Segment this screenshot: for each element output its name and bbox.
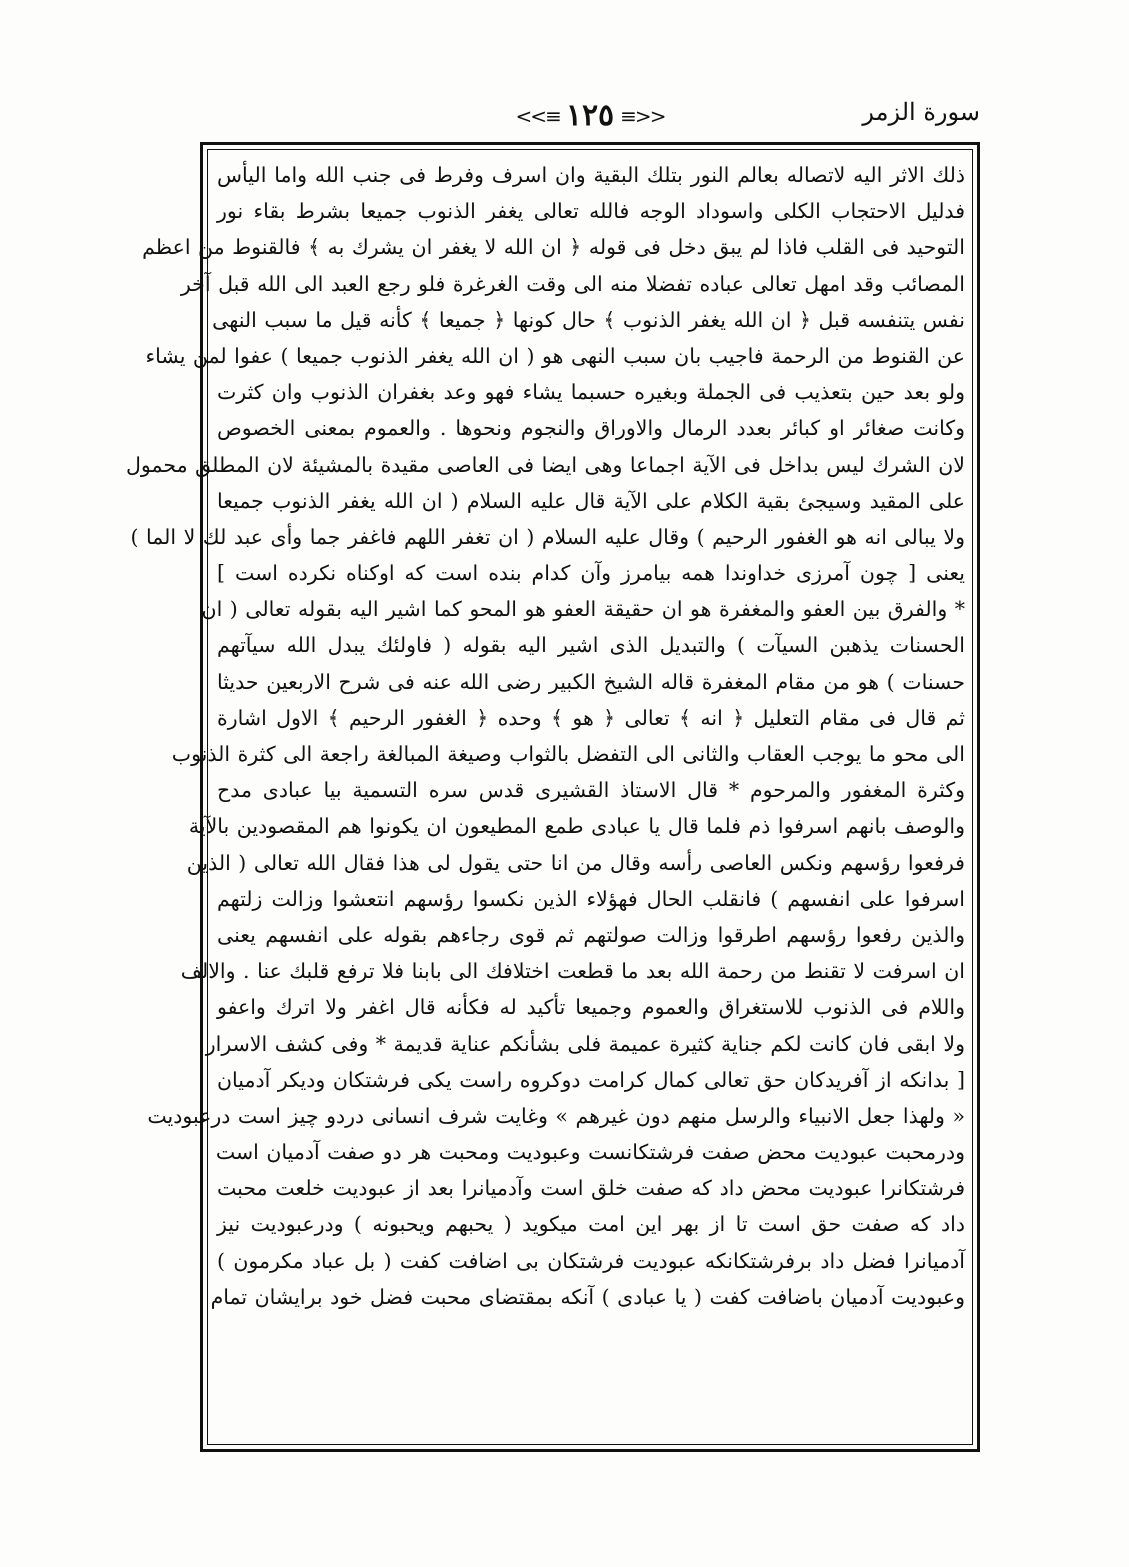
- text-line: عن القنوط من الرحمة فاجيب بان سبب النهى هو ( ان الله يغفر الذنوب جميعا ) عفوا لمن يشاء: [145, 343, 965, 368]
- text-line: وكثرة المغفور والمرحوم * قال الاستاذ القشيرى قدس سره التسمية بيا عبادى مدح: [217, 778, 965, 803]
- text-line: وكانت صغائر او كبائر بعدد الرمال والاوراق والنجوم ونحوها . والعموم بمعنى الخصوص: [217, 416, 965, 441]
- text-line: ذلك الاثر اليه لاتصاله بعالم النور بتلك البقية وان اسرف وفرط فى جنب الله واما اليأس: [217, 163, 965, 187]
- page-number-block: [516, 98, 665, 133]
- text-line: المصائب وقد امهل تعالى عباده تفضلا منه الى وقت الغرغرة فلو رجع العبد الى الله قبل آخر: [180, 271, 965, 296]
- text-line: حسنات ) هو من مقام المغفرة قاله الشيخ الكبير رضى الله عنه فى شرح الاربعين حديثا: [217, 669, 965, 694]
- text-line: الحسنات يذهبن السيآت ) والتبديل الذى اشير اليه بقوله ( فاولئك يبدل الله سيآتهم: [217, 633, 965, 658]
- text-line: يعنى [ چون آمرزى خداوندا همه بيامرز وآن كدام بنده است كه اوكناه نكرده است ]: [217, 561, 965, 586]
- text-line: التوحيد فى القلب فاذا لم يبق دخل فى قوله ﴿ ان الله لا يغفر ان يشرك به ﴾ فالقنوط من اعظم: [142, 235, 965, 260]
- text-line: ولو بعد حين بتعذيب فى الجملة وبغيره حسبما يشاء فهو وعد بغفران الذنوب وان كثرت: [217, 380, 965, 405]
- text-line: آدميانرا فضل داد برفرشتكانكه عبوديت فرشتكان بى اضافت كفت ( بل عباد مكرمون ): [217, 1248, 965, 1273]
- text-line: [ بدانكه از آفريدكان حق تعالى كمال كرامت دوكروه راست يكى فرشتكان وديكر آدميان: [217, 1067, 965, 1092]
- text-line: لان الشرك ليس بداخل فى الآية اجماعا وهى ايضا فى العاصى مقيدة بالمشيئة لان المطلق محمول: [126, 452, 965, 477]
- ornament-right-icon: ≡>>: [620, 103, 665, 128]
- text-frame: [126, 142, 980, 1452]
- text-line: ولا يبالى انه هو الغفور الرحيم ) وقال عليه السلام ( ان تغفر اللهم فاغفر جما وأى عبد لك لا الما ): [130, 524, 965, 549]
- text-line: على المقيد وسيجئ بقية الكلام على الآية قال عليه السلام ( ان الله يغفر الذنوب جميعا: [217, 488, 965, 513]
- page-number: ١٢٥: [565, 98, 615, 133]
- text-line: ان اسرفت لا تقنط من رحمة الله بعد ما قطعت اختلافك الى بابنا فلا ترفع قلبك عنا . والالف: [180, 959, 965, 984]
- text-line: داد كه صفت حق است تا از بهر اين امت ميكويد ( يحبهم ويحبونه ) ودرعبوديت نيز: [217, 1212, 965, 1237]
- text-line: * والفرق بين العفو والمغفرة هو ان حقيقة العفو هو المحو كما اشير اليه بقوله تعالى ( ان: [201, 597, 965, 622]
- ornament-left-icon: <<≡: [515, 103, 560, 128]
- text-line: ودرمحبت عبوديت محض صفت فرشتكانست وعبوديت ومحبت هر دو صفت آدميان است: [215, 1140, 965, 1165]
- text-line: اسرفوا على انفسهم ) فانقلب الحال فهؤلاء الذين نكسوا رؤسهم انتعشوا وزالت زلتهم: [217, 886, 965, 911]
- text-line: وعبوديت آدميان باضافت كفت ( يا عبادى ) آنكه بمقتضاى محبت فضل خود برايشان تمام: [210, 1284, 965, 1309]
- text-line: الى محو ما يوجب العقاب والثانى الى التفضل بالثواب وصيغة المبالغة راجعة الى كثرة الذنوب: [171, 742, 965, 766]
- text-line: فرفعوا رؤسهم ونكس العاصى رأسه وقال من انا حتى يقول لى هذا فقال الله تعالى ( الذين: [186, 850, 965, 875]
- text-line: والوصف بانهم اسرفوا ذم فلما قال يا عبادى طمع المطيعون ان يكونوا هم المقصودين بالآية: [188, 814, 965, 839]
- text-line: واللام فى الذنوب للاستغراق والعموم وجميعا تأكيد له فكأنه قال اغفر ولا اترك واعفو: [217, 995, 965, 1020]
- text-line: « ولهذا جعل الانبياء والرسل منهم دون غيرهم » وغايت شرف انسانى دردو چيز است درعبوديت: [147, 1103, 965, 1128]
- text-line: ولا ابقى فان كانت لكم جناية كثيرة عميمة فلى بشأنكم عناية قديمة * وفى كشف الاسرار: [205, 1031, 965, 1056]
- text-line: ثم قال فى مقام التعليل ﴿ انه ﴾ تعالى ﴿ هو ﴾ وحده ﴿ الغفور الرحيم ﴾ الاول اشارة: [217, 705, 965, 730]
- text-line: فدليل الاحتجاب الكلى واسوداد الوجه فالله تعالى يغفر الذنوب جميعا بشرط بقاء نور: [217, 199, 965, 224]
- text-body: [126, 157, 965, 1439]
- page-header: [200, 98, 980, 142]
- text-line: فرشتكانرا عبوديت محض داد كه صفت خلق است وآدميانرا بعد از عبوديت خلعت محبت: [217, 1176, 965, 1201]
- surah-title: سورة الزمر: [862, 98, 980, 126]
- text-line: والذين رفعوا رؤسهم اطرقوا وزالت صولتهم ثم قوى رجاءهم بقوله على انفسهم يعنى: [217, 922, 965, 947]
- text-line: نفس يتنفسه قبل ﴿ ان الله يغفر الذنوب ﴾ حال كونها ﴿ جميعا ﴾ كأنه قيل ما سبب النهى: [212, 307, 965, 332]
